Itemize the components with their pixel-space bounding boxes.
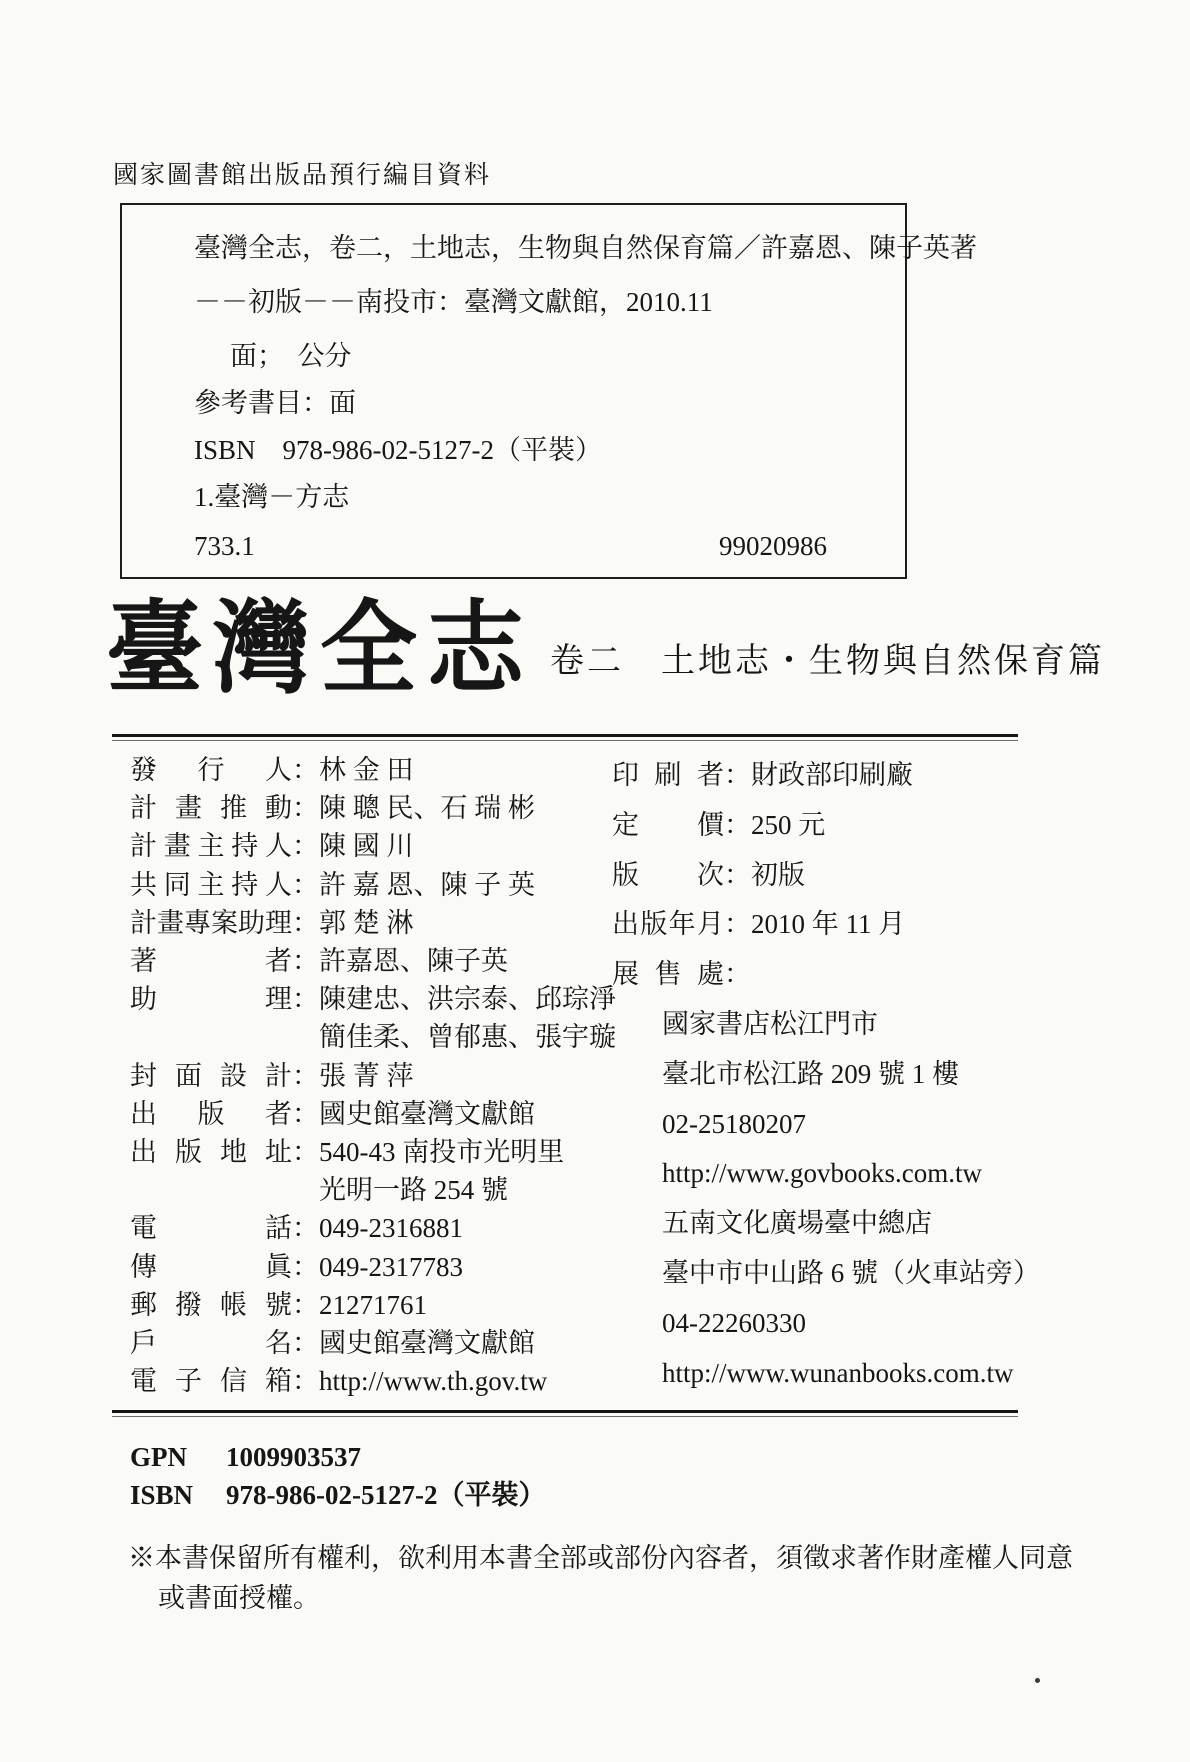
copyright-notice-line2: 或書面授權。 <box>158 1583 320 1613</box>
info-row-project-promotion: 計畫推動：陳 聰 民、石 瑞 彬 <box>130 793 535 824</box>
outlet-address-taipei: 臺北市松江路 209 號 1 樓 <box>662 1058 959 1089</box>
outlet-url-wunanbooks: http://www.wunanbooks.com.tw <box>662 1357 1014 1388</box>
gpn-label: GPN <box>130 1442 187 1472</box>
info-row-assistants-cont: 簡佳柔、曾郁惠、張宇璇 <box>319 1022 616 1053</box>
outlet-bookstore-taichung: 五南文化廣場臺中總店 <box>662 1208 932 1239</box>
info-row-publisher-address-cont: 光明一路 254 號 <box>319 1175 508 1206</box>
info-row-assistants: 助理：陳建忠、洪宗泰、邱琮淨 <box>130 984 616 1015</box>
info-row-publisher-person: 發行人：林 金 田 <box>130 755 414 785</box>
info-row-postal-account: 郵撥帳號：21271761 <box>130 1289 427 1320</box>
cip-record-number: 99020986 <box>719 531 827 561</box>
isbn-label: ISBN <box>130 1480 194 1510</box>
book-title-row <box>106 590 1105 710</box>
info-row-price: 定價：250 元 <box>612 809 826 840</box>
publication-info <box>130 751 1130 1400</box>
gpn-row <box>130 1438 545 1476</box>
outlet-address-taichung: 臺中市中山路 6 號（火車站旁） <box>662 1257 1040 1288</box>
cip-subject-line: 1.臺灣－方志 <box>194 482 350 512</box>
info-row-sales-outlets: 展售處： <box>612 959 751 990</box>
info-row-publication-date: 出版年月：2010 年 11 月 <box>612 909 906 940</box>
info-row-fax: 傳眞：049-2317783 <box>130 1251 463 1282</box>
title-calligraphy: 臺灣全志 <box>106 593 534 706</box>
outlet-phone-taipei: 02-25180207 <box>662 1108 806 1139</box>
gpn-isbn-block <box>130 1438 545 1514</box>
divider-bottom-rule <box>112 1410 1018 1417</box>
info-row-website: 電子信箱：http://www.th.gov.tw <box>130 1366 548 1397</box>
info-row-authors: 著者：許嘉恩、陳子英 <box>130 946 508 977</box>
outlet-phone-taichung: 04-22260330 <box>662 1307 806 1338</box>
outlet-bookstore-taipei: 國家書店松江門市 <box>662 1008 878 1039</box>
isbn-row <box>130 1476 545 1514</box>
cip-box <box>120 203 977 579</box>
cip-collation-line: 面； 公分 <box>230 341 352 371</box>
cip-isbn-line: ISBN 978-986-02-5127-2（平裝） <box>194 435 602 465</box>
outlet-url-govbooks: http://www.govbooks.com.tw <box>662 1158 982 1189</box>
cip-bibliography-line: 參考書目：面 <box>194 388 356 418</box>
isbn-number: 978-986-02-5127-2（平裝） <box>226 1480 546 1510</box>
title-subtitle: 卷二 土地志・生物與自然保育篇 <box>550 642 1105 680</box>
cip-title-line: 臺灣全志，卷二，土地志，生物與自然保育篇／許嘉恩、陳子英著 <box>194 233 977 263</box>
info-row-telephone: 電話：049-2316881 <box>130 1213 463 1244</box>
info-row-co-directors: 共同主持人：許 嘉 恩、陳 子 英 <box>130 869 535 900</box>
publication-info-left <box>130 751 616 1400</box>
cip-class-number: 733.1 <box>194 531 255 561</box>
copyright-notice-line1: ※本書保留所有權利，欲利用本書全部或部份內容者，須徵求著作財產權人同意 <box>128 1543 1073 1573</box>
divider-top-rule <box>112 734 1018 741</box>
info-row-project-assistant: 計畫專案助理：郭 楚 淋 <box>130 907 414 938</box>
info-row-printer: 印刷者：財政部印刷廠 <box>612 760 913 790</box>
scan-artifact-dot <box>1035 1678 1040 1683</box>
info-row-project-director: 計畫主持人：陳 國 川 <box>130 831 414 862</box>
info-row-publisher-org: 出版者：國史館臺灣文獻館 <box>130 1098 535 1129</box>
cip-edition-line: －－初版－－南投市：臺灣文獻館，2010.11 <box>194 287 713 317</box>
cip-bottom-row <box>194 524 877 568</box>
copyright-notice <box>128 1538 1088 1618</box>
gpn-number: 1009903537 <box>226 1442 361 1472</box>
cip-header: 國家圖書館出版品預行編目資料 <box>113 162 492 189</box>
publication-info-right <box>612 751 1112 1400</box>
info-row-edition: 版次：初版 <box>612 859 805 890</box>
info-row-publisher-address: 出版地址：540-43 南投市光明里 <box>130 1137 565 1168</box>
info-row-account-name: 戶名：國史館臺灣文獻館 <box>130 1328 535 1359</box>
info-row-cover-design: 封面設計：張 菁 萍 <box>130 1060 414 1091</box>
